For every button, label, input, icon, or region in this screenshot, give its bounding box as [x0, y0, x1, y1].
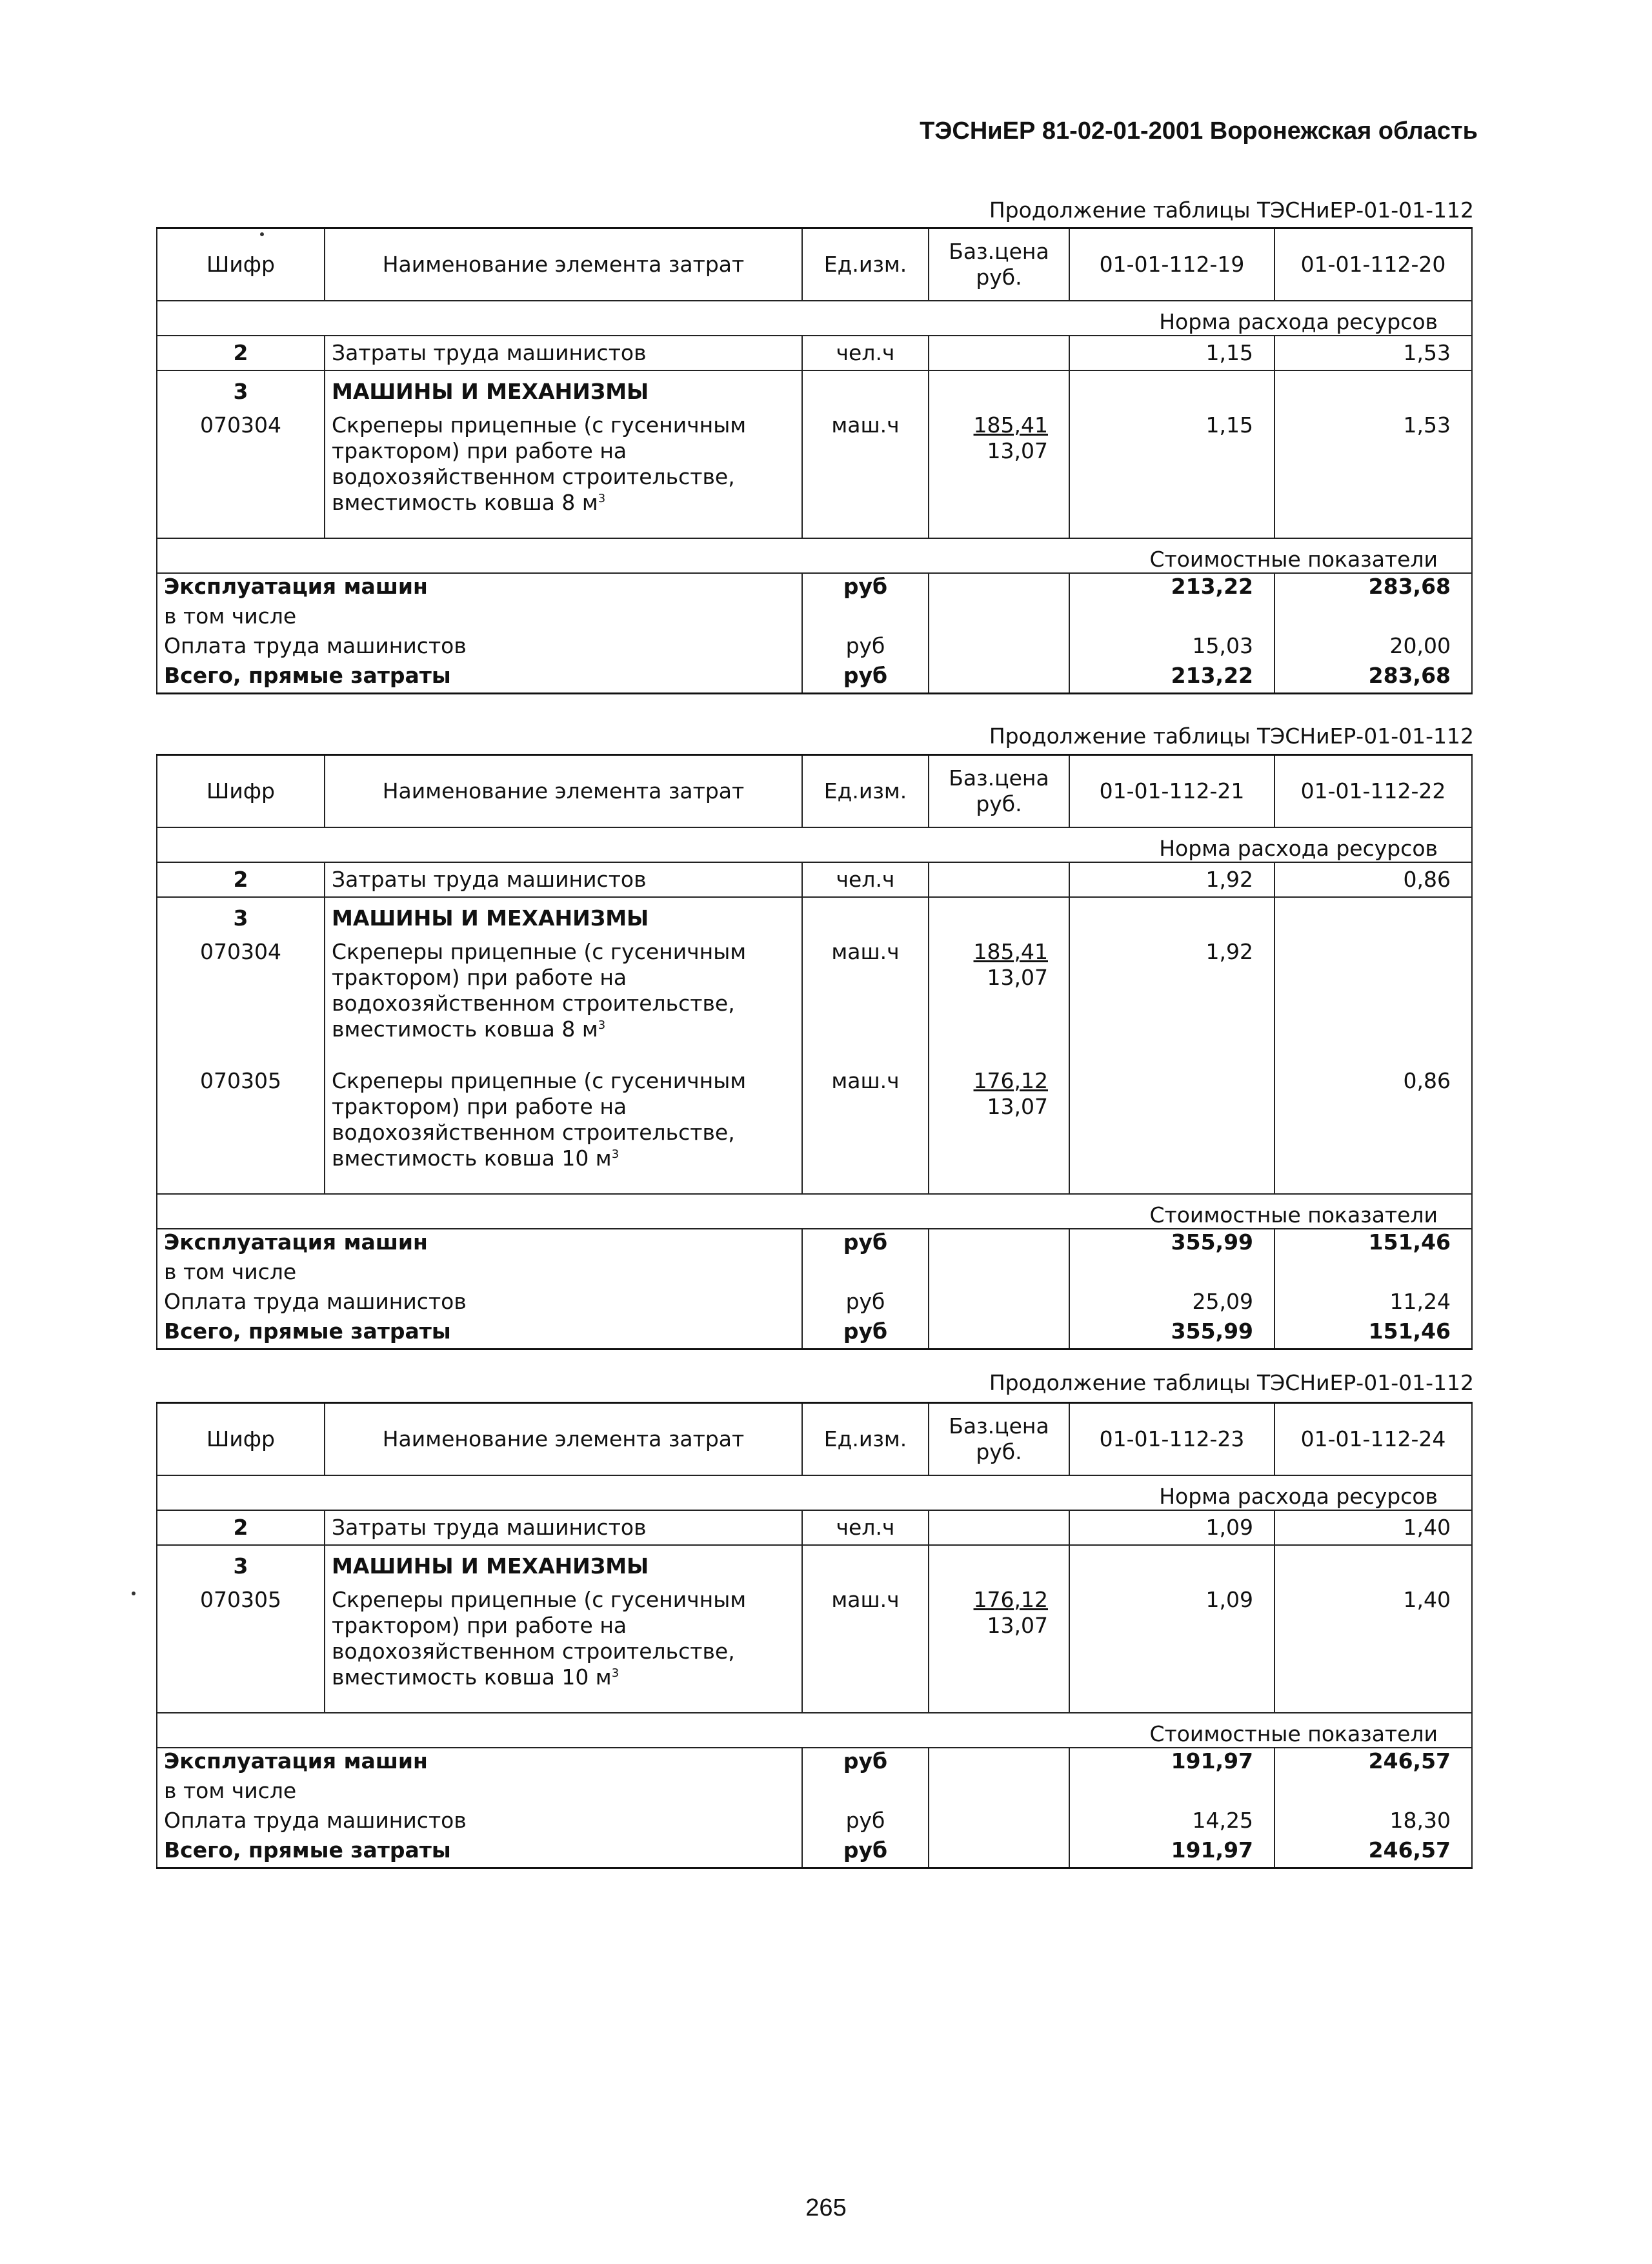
total-price [929, 663, 1069, 694]
machine-price-labor: 13,07 [987, 1094, 1048, 1119]
total-unit: руб [802, 663, 929, 694]
row-value-a: 1,09 [1069, 1510, 1274, 1545]
including-value-a [1069, 603, 1274, 633]
column-header-price: Баз.цена руб. [929, 755, 1069, 828]
cost-band-label: Стоимостные показатели [157, 1194, 1472, 1229]
exploitation-unit: руб [802, 1229, 929, 1259]
section-title: МАШИНЫ И МЕХАНИЗМЫ [325, 1545, 802, 1579]
exploitation-value-b: 151,46 [1274, 1229, 1472, 1259]
total-label: Всего, прямые затраты [157, 663, 802, 694]
exploitation-value-b: 283,68 [1274, 573, 1472, 603]
row-value-a: 1,92 [1069, 862, 1274, 897]
including-price [929, 1778, 1069, 1808]
row-unit: чел.ч [802, 862, 929, 897]
section-unit [802, 1545, 929, 1579]
machine-price-total: 185,41 [973, 412, 1048, 438]
section-b [1274, 897, 1472, 931]
section-a [1069, 897, 1274, 931]
machine-unit: маш.ч [802, 1579, 929, 1713]
column-header-price: Баз.цена руб. [929, 228, 1069, 301]
section-a [1069, 1545, 1274, 1579]
section-price [929, 370, 1069, 405]
section-a [1069, 370, 1274, 405]
operator-pay-price [929, 1808, 1069, 1837]
machine-value-a: 1,09 [1069, 1579, 1274, 1713]
exploitation-value-a: 213,22 [1069, 573, 1274, 603]
estimate-table [156, 754, 1473, 1350]
total-price [929, 1319, 1069, 1349]
machine-value-a: 1,15 [1069, 405, 1274, 538]
row-code: 2 [157, 1510, 325, 1545]
column-header-code: Шифр [157, 1403, 325, 1476]
row-value-b: 0,86 [1274, 862, 1472, 897]
including-label: в том числе [157, 603, 802, 633]
operator-pay-value-b: 11,24 [1274, 1289, 1472, 1319]
exploitation-label: Эксплуатация машин [157, 573, 802, 603]
machine-price [929, 1579, 1069, 1713]
row-unit: чел.ч [802, 1510, 929, 1545]
column-header-unit: Ед.изм. [802, 755, 929, 828]
table-caption: Продолжение таблицы ТЭСНиЕР-01-01-112 [989, 1370, 1474, 1395]
row-code: 2 [157, 862, 325, 897]
operator-pay-value-a: 25,09 [1069, 1289, 1274, 1319]
operator-pay-value-b: 18,30 [1274, 1808, 1472, 1837]
cost-band-label: Стоимостные показатели [157, 538, 1472, 573]
column-header-name: Наименование элемента затрат [325, 228, 802, 301]
operator-pay-price [929, 633, 1069, 663]
machine-name [325, 405, 802, 538]
cubic-superscript: 3 [598, 1018, 606, 1032]
machine-price-labor: 13,07 [987, 965, 1048, 990]
column-header-code: Шифр [157, 755, 325, 828]
operator-pay-price [929, 1289, 1069, 1319]
machine-name [325, 1579, 802, 1713]
total-value-a: 213,22 [1069, 663, 1274, 694]
column-header-name: Наименование элемента затрат [325, 755, 802, 828]
machine-name-text: Скреперы прицепные (с гусеничным трактором) при работе на водохозяйственном строительстве, вместимость ковша 10 м [332, 1587, 747, 1690]
machine-price [929, 931, 1069, 1060]
operator-pay-label: Оплата труда машинистов [157, 633, 802, 663]
machine-value-b [1274, 931, 1472, 1060]
including-value-b [1274, 1259, 1472, 1289]
operator-pay-unit: руб [802, 633, 929, 663]
machine-value-b: 1,40 [1274, 1579, 1472, 1713]
row-price [929, 862, 1069, 897]
column-header-norm-a: 01-01-112-21 [1069, 755, 1274, 828]
operator-pay-value-a: 14,25 [1069, 1808, 1274, 1837]
section-code: 3 [157, 897, 325, 931]
section-unit [802, 370, 929, 405]
section-code: 3 [157, 370, 325, 405]
exploitation-value-a: 355,99 [1069, 1229, 1274, 1259]
exploitation-price [929, 1229, 1069, 1259]
row-price [929, 1510, 1069, 1545]
machine-price-total: 185,41 [973, 939, 1048, 964]
exploitation-price [929, 573, 1069, 603]
table-caption: Продолжение таблицы ТЭСНиЕР-01-01-112 [989, 723, 1474, 749]
total-unit: руб [802, 1837, 929, 1868]
section-title: МАШИНЫ И МЕХАНИЗМЫ [325, 370, 802, 405]
total-value-b: 246,57 [1274, 1837, 1472, 1868]
exploitation-label: Эксплуатация машин [157, 1748, 802, 1778]
machine-name-text: Скреперы прицепные (с гусеничным трактором) при работе на водохозяйственном строительстве, вместимость ковша 8 м [332, 939, 747, 1042]
section-unit [802, 897, 929, 931]
machine-unit: маш.ч [802, 405, 929, 538]
exploitation-unit: руб [802, 573, 929, 603]
section-code: 3 [157, 1545, 325, 1579]
operator-pay-value-a: 15,03 [1069, 633, 1274, 663]
column-header-norm-b: 01-01-112-24 [1274, 1403, 1472, 1476]
cubic-superscript: 3 [611, 1147, 620, 1161]
column-header-norm-a: 01-01-112-19 [1069, 228, 1274, 301]
including-value-b [1274, 1778, 1472, 1808]
cubic-superscript: 3 [598, 492, 606, 505]
including-value-a [1069, 1778, 1274, 1808]
machine-value-b: 1,53 [1274, 405, 1472, 538]
including-unit [802, 1778, 929, 1808]
total-label: Всего, прямые затраты [157, 1319, 802, 1349]
machine-price-labor: 13,07 [987, 1613, 1048, 1638]
column-header-norm-b: 01-01-112-20 [1274, 228, 1472, 301]
exploitation-unit: руб [802, 1748, 929, 1778]
total-price [929, 1837, 1069, 1868]
exploitation-value-a: 191,97 [1069, 1748, 1274, 1778]
operator-pay-label: Оплата труда машинистов [157, 1808, 802, 1837]
total-label: Всего, прямые затраты [157, 1837, 802, 1868]
column-header-norm-b: 01-01-112-22 [1274, 755, 1472, 828]
section-price [929, 897, 1069, 931]
including-unit [802, 1259, 929, 1289]
machine-value-a [1069, 1060, 1274, 1194]
total-value-b: 283,68 [1274, 663, 1472, 694]
machine-price-labor: 13,07 [987, 438, 1048, 463]
exploitation-price [929, 1748, 1069, 1778]
column-header-unit: Ед.изм. [802, 1403, 929, 1476]
including-label: в том числе [157, 1778, 802, 1808]
machine-code: 070304 [157, 931, 325, 1060]
cubic-superscript: 3 [611, 1666, 620, 1680]
column-header-name: Наименование элемента затрат [325, 1403, 802, 1476]
machine-name-text: Скреперы прицепные (с гусеничным трактором) при работе на водохозяйственном строительстве, вместимость ковша 8 м [332, 412, 747, 515]
section-title: МАШИНЫ И МЕХАНИЗМЫ [325, 897, 802, 931]
section-b [1274, 1545, 1472, 1579]
row-name: Затраты труда машинистов [325, 862, 802, 897]
machine-code: 070305 [157, 1579, 325, 1713]
row-name: Затраты труда машинистов [325, 336, 802, 370]
row-value-b: 1,53 [1274, 336, 1472, 370]
scan-speck [132, 1592, 136, 1595]
machine-price-total: 176,12 [973, 1587, 1048, 1612]
norm-band-label: Норма расхода ресурсов [157, 1475, 1472, 1510]
norm-band-label: Норма расхода ресурсов [157, 827, 1472, 862]
row-price [929, 336, 1069, 370]
total-value-a: 191,97 [1069, 1837, 1274, 1868]
norm-band-label: Норма расхода ресурсов [157, 301, 1472, 336]
row-name: Затраты труда машинистов [325, 1510, 802, 1545]
operator-pay-unit: руб [802, 1289, 929, 1319]
including-price [929, 1259, 1069, 1289]
document-header: ТЭСНиЕР 81-02-01-2001 Воронежская область [920, 117, 1478, 145]
machine-code: 070305 [157, 1060, 325, 1194]
machine-value-a: 1,92 [1069, 931, 1274, 1060]
row-value-b: 1,40 [1274, 1510, 1472, 1545]
including-price [929, 603, 1069, 633]
operator-pay-value-b: 20,00 [1274, 633, 1472, 663]
including-unit [802, 603, 929, 633]
section-b [1274, 370, 1472, 405]
machine-price [929, 1060, 1069, 1194]
machine-name-text: Скреперы прицепные (с гусеничным трактором) при работе на водохозяйственном строительстве, вместимость ковша 10 м [332, 1068, 747, 1171]
row-code: 2 [157, 336, 325, 370]
column-header-norm-a: 01-01-112-23 [1069, 1403, 1274, 1476]
total-unit: руб [802, 1319, 929, 1349]
exploitation-label: Эксплуатация машин [157, 1229, 802, 1259]
operator-pay-label: Оплата труда машинистов [157, 1289, 802, 1319]
including-value-b [1274, 603, 1472, 633]
exploitation-value-b: 246,57 [1274, 1748, 1472, 1778]
total-value-b: 151,46 [1274, 1319, 1472, 1349]
machine-unit: маш.ч [802, 1060, 929, 1194]
total-value-a: 355,99 [1069, 1319, 1274, 1349]
page-number: 265 [805, 2194, 847, 2221]
cost-band-label: Стоимостные показатели [157, 1713, 1472, 1748]
machine-unit: маш.ч [802, 931, 929, 1060]
machine-name [325, 1060, 802, 1194]
machine-name [325, 931, 802, 1060]
estimate-table [156, 1402, 1473, 1869]
estimate-table [156, 227, 1473, 694]
machine-value-b: 0,86 [1274, 1060, 1472, 1194]
row-unit: чел.ч [802, 336, 929, 370]
machine-price [929, 405, 1069, 538]
including-value-a [1069, 1259, 1274, 1289]
column-header-price: Баз.цена руб. [929, 1403, 1069, 1476]
machine-code: 070304 [157, 405, 325, 538]
table-caption: Продолжение таблицы ТЭСНиЕР-01-01-112 [989, 197, 1474, 223]
including-label: в том числе [157, 1259, 802, 1289]
column-header-code: Шифр [157, 228, 325, 301]
column-header-unit: Ед.изм. [802, 228, 929, 301]
row-value-a: 1,15 [1069, 336, 1274, 370]
section-price [929, 1545, 1069, 1579]
operator-pay-unit: руб [802, 1808, 929, 1837]
machine-price-total: 176,12 [973, 1068, 1048, 1093]
scan-speck [260, 232, 264, 236]
